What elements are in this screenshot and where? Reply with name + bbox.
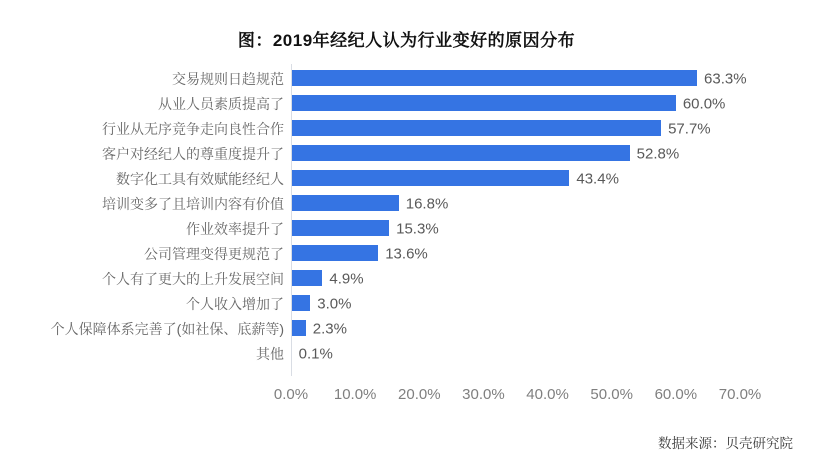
bar-zone [291, 316, 813, 341]
bar[interactable] [291, 270, 322, 286]
category-label: 培训变多了且培训内容有价值 [102, 195, 284, 212]
value-label: 3.0% [317, 295, 352, 312]
x-axis-tick-label: 70.0% [718, 386, 762, 403]
bar-row [0, 341, 813, 366]
bar-row [0, 116, 813, 141]
bar-zone [291, 91, 813, 116]
bar-zone [291, 141, 813, 166]
bar-zone [291, 191, 813, 216]
value-label: 2.3% [312, 320, 347, 337]
category-label: 从业人员素质提高了 [158, 95, 284, 112]
x-axis-tick-label: 60.0% [654, 386, 698, 403]
bar-row [0, 266, 813, 291]
bar[interactable] [291, 220, 389, 236]
bar[interactable] [291, 145, 630, 161]
chart-title: 图：2019年经纪人认为行业变好的原因分布 [237, 31, 576, 50]
x-axis [273, 386, 762, 406]
bar-zone [291, 241, 813, 266]
category-label: 个人保障体系完善了(如社保、底薪等) [50, 320, 284, 337]
category-label: 客户对经纪人的尊重度提升了 [102, 145, 284, 162]
x-axis-tick-label: 30.0% [462, 386, 505, 403]
x-axis-tick-label: 40.0% [526, 386, 569, 403]
category-label: 个人收入增加了 [186, 295, 284, 312]
bar-zone [291, 116, 813, 141]
value-label: 63.3% [704, 70, 747, 87]
bar[interactable] [291, 245, 378, 261]
bar[interactable] [291, 320, 306, 336]
category-label: 作业效率提升了 [186, 220, 284, 237]
value-label: 43.4% [576, 170, 619, 187]
value-label: 57.7% [668, 120, 711, 137]
bar[interactable] [291, 195, 399, 211]
category-label: 数字化工具有效赋能经纪人 [116, 170, 284, 187]
bar-zone [291, 216, 813, 241]
bar-row [0, 141, 813, 166]
value-label: 52.8% [636, 145, 680, 162]
bar-row [0, 191, 813, 216]
value-label: 13.6% [385, 245, 428, 262]
value-label: 0.1% [298, 345, 333, 362]
bar[interactable] [291, 295, 310, 311]
category-label: 个人有了更大的上升发展空间 [102, 270, 284, 287]
category-label: 行业从无序竞争走向良性合作 [102, 120, 284, 137]
value-label: 16.8% [405, 195, 449, 212]
x-axis-tick-label: 20.0% [398, 386, 441, 403]
bar-row [0, 316, 813, 341]
bar-row [0, 216, 813, 241]
bar-zone [291, 66, 813, 91]
x-axis-tick-label: 0.0% [273, 386, 309, 403]
bar-row [0, 91, 813, 116]
bar-row [0, 166, 813, 191]
bar-row [0, 241, 813, 266]
category-label: 交易规则日趋规范 [172, 70, 284, 87]
value-label: 15.3% [396, 220, 439, 237]
bar-zone [291, 341, 813, 366]
bar-row [0, 291, 813, 316]
bar-zone [291, 266, 813, 291]
y-axis-line [291, 64, 292, 376]
bar-zone [291, 166, 813, 191]
bar[interactable] [291, 120, 661, 136]
source-note: 数据来源：贝壳研究院 [658, 436, 793, 451]
bar[interactable] [291, 70, 697, 86]
x-axis-tick-label: 10.0% [333, 386, 377, 403]
bar[interactable] [291, 95, 676, 111]
category-label: 其他 [256, 345, 284, 362]
value-label: 60.0% [682, 95, 726, 112]
category-label: 公司管理变得更规范了 [144, 245, 284, 262]
x-axis-tick-label: 50.0% [590, 386, 633, 403]
bar-row [0, 66, 813, 91]
value-label: 4.9% [329, 270, 364, 287]
bar[interactable] [291, 170, 569, 186]
bar-chart [0, 66, 813, 366]
bar-zone [291, 291, 813, 316]
